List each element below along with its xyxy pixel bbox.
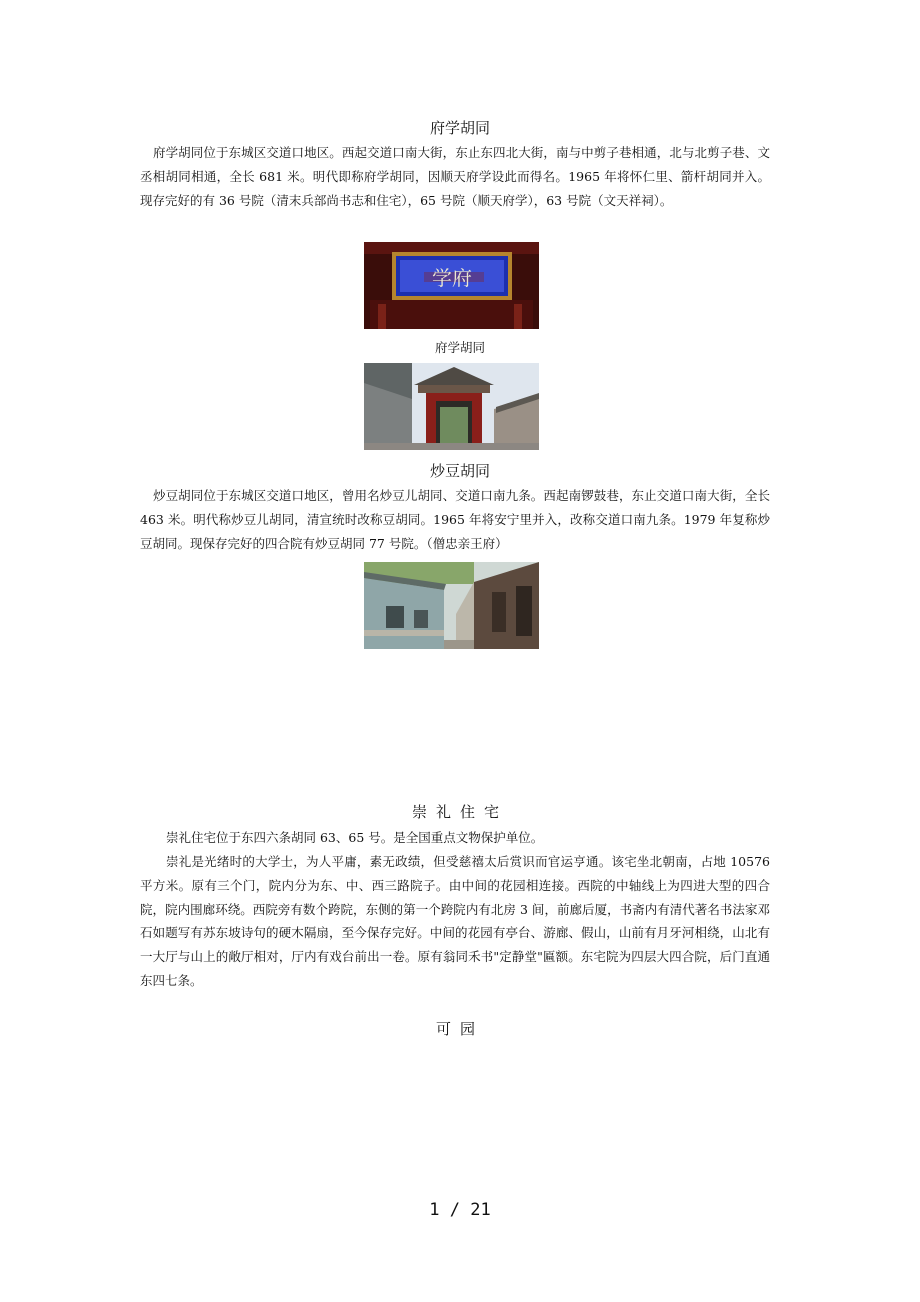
section-body-fuxue: 府学胡同位于东城区交道口地区。西起交道口南大街，东止东四北大街，南与中剪子巷相通，北与北剪子巷、文丞相胡同相通，全长 681 米。明代即称府学胡同，因顺天府学设此而得名。1965 年将怀仁里、箭杆胡同并入。现存完好的有 36 号院（清末兵部尚书志和住宅），65 号院（顺天府学），63 号院（文天祥祠）。	[140, 145, 770, 208]
gate-photo	[364, 363, 539, 450]
section-title-chaodou: 炒豆胡同	[429, 462, 490, 480]
hutong-photo	[364, 562, 539, 649]
plaque-text: 学府	[432, 266, 472, 290]
plaque-photo	[364, 242, 539, 329]
section-title-fuxue: 府学胡同	[429, 119, 490, 137]
photo-caption-fuxue: 府学胡同	[434, 340, 485, 355]
section-body-chaodou: 炒豆胡同位于东城区交道口地区，曾用名炒豆儿胡同、交道口南九条。西起南锣鼓巷，东止交道口南大街，全长 463 米。明代称炒豆儿胡同，清宣统时改称豆胡同。1965 年将安宁里并入，改称交道口南九条。1979 年复称炒豆胡同。现保存完好的四合院有炒豆胡同 77 号院。（僧忠亲王府）	[140, 488, 770, 551]
section-title-keyuan: 可园	[435, 1020, 484, 1038]
page-indicator: 1 / 21	[429, 1200, 491, 1220]
section-para2-chongli: 崇礼是光绪时的大学士，为人平庸，素无政绩，但受慈禧太后赏识而官运亨通。该宅坐北朝南，占地 10576 平方米。原有三个门，院内分为东、中、西三路院子。由中间的花园相连接。西院的中轴线上为四进大型的四合院，院内围廊环绕。西院旁有数个跨院，东侧的第一个跨院内有北房 3 间，前廊后厦，书斋内有清代著名书法家邓石如题写有苏东坡诗句的硬木隔扇，至今保存完好。中间的花园有亭台、游廊、假山，山前有月牙河相绕，山北有一大厅与山上的敞厅相对，厅内有戏台前出一卷。原有翁同禾书"定静堂"匾额。东宅院为四层大四合院，后门直通东四七条。	[140, 854, 770, 988]
section-title-chongli: 崇礼住宅	[411, 803, 508, 821]
section-para1-chongli: 崇礼住宅位于东四六条胡同 63、65 号。是全国重点文物保护单位。	[166, 830, 544, 845]
